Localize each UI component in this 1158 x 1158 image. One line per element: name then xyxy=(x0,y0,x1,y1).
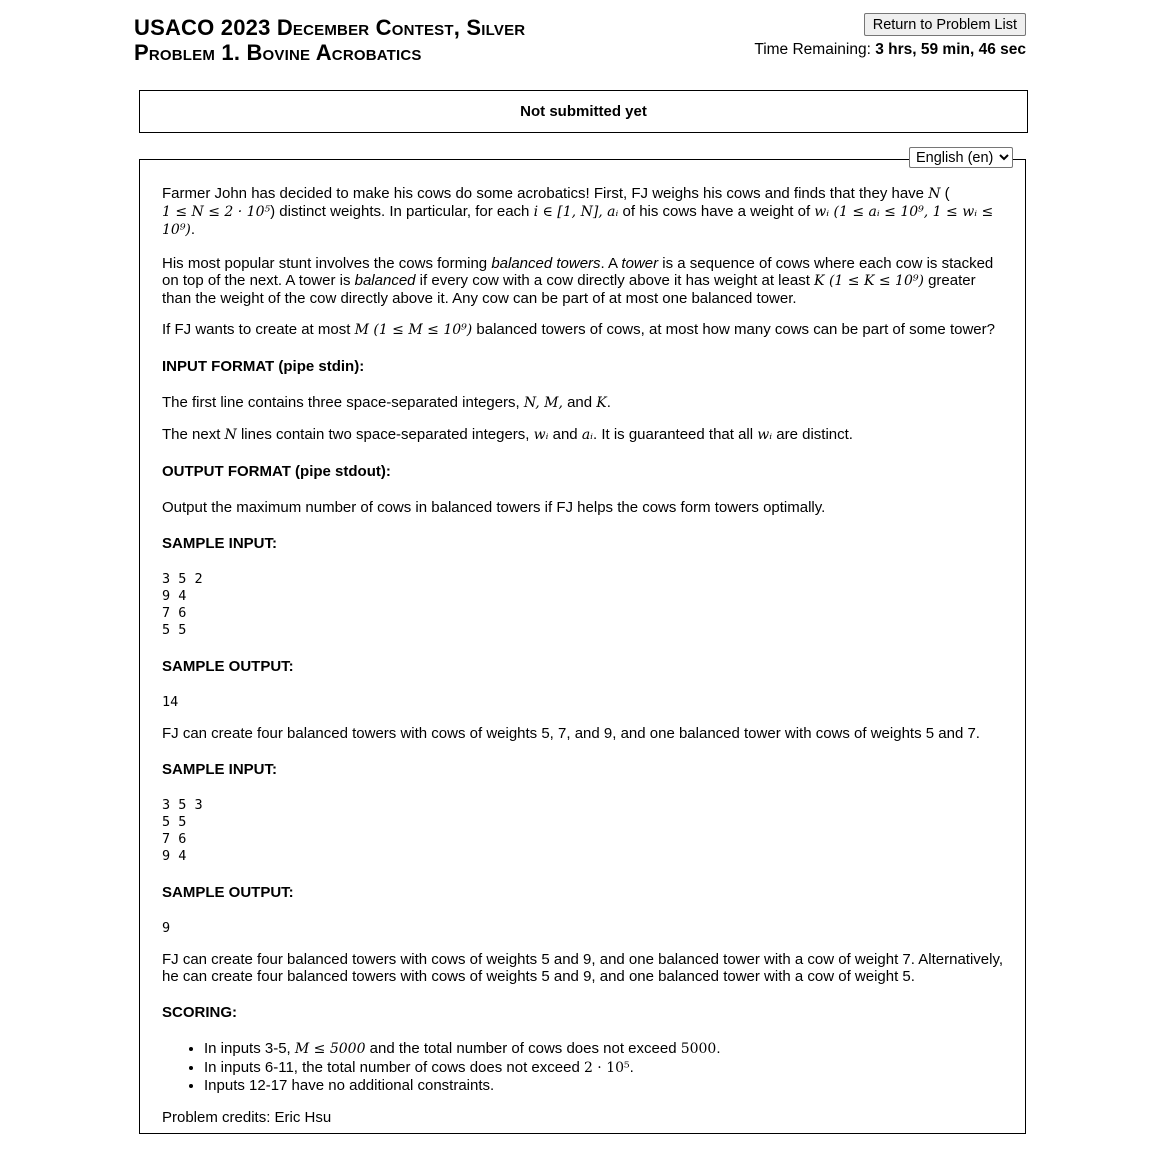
text: and xyxy=(562,394,597,411)
statement-paragraph-1 xyxy=(162,185,1008,239)
sample-output: 9 xyxy=(162,920,171,936)
text: ( xyxy=(940,185,950,202)
input-format-heading: INPUT FORMAT (pipe stdin): xyxy=(162,358,365,375)
emphasis: balanced xyxy=(354,272,416,289)
text: His most popular stunt involves the cows forming xyxy=(162,255,492,272)
return-to-problem-list-button[interactable]: Return to Problem List xyxy=(864,13,1026,36)
time-remaining-label: Time Remaining: xyxy=(754,41,876,58)
sample-explanation: FJ can create four balanced towers with cows of weights 5, 7, and 9, and one balanced tower with cows of weights 5 and 7. xyxy=(162,725,980,742)
text: . xyxy=(606,394,611,411)
text: if every cow with a cow directly above it has weight at least xyxy=(415,272,815,289)
page-header xyxy=(134,15,1026,75)
scoring-heading: SCORING: xyxy=(162,1004,237,1021)
text: and xyxy=(548,426,582,443)
text: The next xyxy=(162,426,225,443)
text: Farmer John has decided to make his cows do some acrobatics! First, FJ weighs his cows and finds that they have xyxy=(162,185,929,202)
math: K (1 ≤ K ≤ 10⁹) xyxy=(814,273,924,289)
text: The first line contains three space-separated integers, xyxy=(162,394,524,411)
math: i ∈ [1, N], aᵢ xyxy=(533,204,619,220)
problem-content xyxy=(162,185,1008,1126)
text: In inputs 3-5, xyxy=(204,1040,295,1057)
statement-paragraph-3 xyxy=(162,321,1008,339)
text: . xyxy=(716,1040,721,1057)
math: 5000 xyxy=(680,1041,717,1057)
input-format-line-2 xyxy=(162,426,1008,444)
text: and the total number of cows does not exceed xyxy=(365,1040,681,1057)
problem-credits: Problem credits: Eric Hsu xyxy=(162,1108,332,1126)
emphasis: tower xyxy=(621,255,659,272)
text: . xyxy=(190,221,196,238)
problem-name: Problem 1. Bovine Acrobatics xyxy=(134,40,422,65)
text: In inputs 6-11, the total number of cows does not exceed xyxy=(204,1058,584,1076)
math: N xyxy=(224,427,237,443)
math: N, M, xyxy=(523,395,563,411)
language-select[interactable] xyxy=(909,147,1013,168)
text: balanced towers of cows, at most how many cows can be part of some tower? xyxy=(472,321,995,338)
sample-explanation: FJ can create four balanced towers with cows of weights 5 and 9, and one balanced tower with a cow of weight 7. Alternatively, he can create four balanced towers with cows of weights 5 and 9, and one balanced tower with a cow of weight 5. xyxy=(162,951,1004,985)
sample-input: 3 5 2 9 4 7 6 5 5 xyxy=(162,571,203,638)
emphasis: balanced towers xyxy=(491,255,601,272)
sample-output-heading: SAMPLE OUTPUT: xyxy=(162,884,294,901)
scoring-list xyxy=(162,1040,1008,1095)
text: ) distinct weights. In particular, for each xyxy=(270,203,534,220)
math: M ≤ 5000 xyxy=(294,1041,366,1057)
math: 2 · 10⁵ xyxy=(583,1059,630,1076)
text: are distinct. xyxy=(772,426,853,443)
list-item: • Inputs 12-17 have no additional constraints. xyxy=(204,1077,1008,1095)
math: wᵢ xyxy=(533,427,549,443)
text: . xyxy=(629,1058,634,1076)
text: lines contain two space-separated integers, xyxy=(236,426,534,443)
math: M (1 ≤ M ≤ 10⁹) xyxy=(354,322,473,338)
output-format-heading: OUTPUT FORMAT (pipe stdout): xyxy=(162,463,391,480)
contest-title: USACO 2023 December Contest, Silver xyxy=(134,15,526,40)
text: . It is guaranteed that all xyxy=(593,426,758,443)
math: aᵢ xyxy=(581,427,593,443)
math: 1 ≤ N ≤ 2 · 10⁵ xyxy=(162,204,271,220)
text: If FJ wants to create at most xyxy=(162,321,355,338)
list-item xyxy=(204,1059,1008,1078)
submission-status: Not submitted yet xyxy=(139,90,1028,133)
text: of his cows have a weight of xyxy=(618,203,815,220)
text: greater than the weight of the cow directly above it. Any cow can be part of at most one balanced tower. xyxy=(162,272,976,307)
sample-input-heading: SAMPLE INPUT: xyxy=(162,535,278,552)
statement-paragraph-2 xyxy=(162,255,1008,307)
math: N xyxy=(928,186,941,202)
problem-statement-box xyxy=(139,159,1026,1134)
text: . A xyxy=(600,255,622,272)
list-item xyxy=(204,1040,1008,1059)
time-remaining-value: 3 hrs, 59 min, 46 sec xyxy=(875,41,1026,58)
output-format-text: Output the maximum number of cows in balanced towers if FJ helps the cows form towers optimally. xyxy=(162,499,826,516)
text: is a sequence of cows where each cow is stacked on top of the next. A tower is xyxy=(162,255,994,289)
input-format-line-1 xyxy=(162,394,1008,412)
math: wᵢ (1 ≤ aᵢ ≤ 10⁹, 1 ≤ wᵢ ≤ 10⁹) xyxy=(162,204,994,238)
sample-input-heading: SAMPLE INPUT: xyxy=(162,761,278,778)
math: K xyxy=(596,395,607,411)
time-remaining xyxy=(754,41,1026,59)
math: wᵢ xyxy=(757,427,773,443)
sample-output: 14 xyxy=(162,694,179,710)
sample-output-heading: SAMPLE OUTPUT: xyxy=(162,658,294,675)
sample-input: 3 5 3 5 5 7 6 9 4 xyxy=(162,797,203,864)
